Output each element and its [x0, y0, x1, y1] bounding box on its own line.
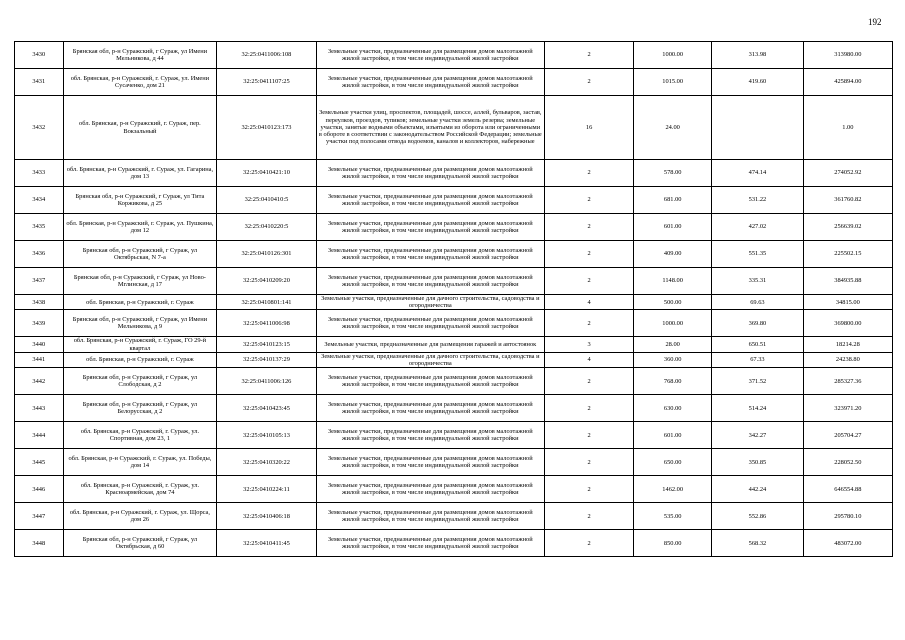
address-cell: обл. Брянская, р-н Суражский, г. Сураж — [63, 352, 217, 367]
cadastral-number-cell: 32:25:0410209:20 — [217, 268, 316, 295]
land-use-cell: Земельные участки, предназначенные для размещения домов малоэтажной жилой застройки, в том числе индивидуальной жилой застройки — [316, 503, 544, 530]
area-cell: 1000.00 — [634, 42, 712, 69]
table-row — [15, 449, 893, 476]
address-cell: Брянская обл, р-н Суражский, г Сураж, ул Слободская, д 2 — [63, 368, 217, 395]
specific-value-cell: 313.98 — [712, 42, 804, 69]
address-cell: Брянская обл, р-н Суражский, г Сураж, ул Тита Коржикова, д 25 — [63, 187, 217, 214]
use-group-cell: 4 — [544, 295, 633, 310]
area-cell: 650.00 — [634, 449, 712, 476]
specific-value-cell: 350.85 — [712, 449, 804, 476]
use-group-cell: 3 — [544, 337, 633, 352]
cadastral-value-table — [14, 41, 893, 557]
specific-value-cell: 427.02 — [712, 214, 804, 241]
row-number: 3443 — [15, 395, 64, 422]
area-cell: 500.00 — [634, 295, 712, 310]
cadastral-number-cell: 32:25:0410320:22 — [217, 449, 316, 476]
address-cell: обл. Брянская, р-н Суражский, г. Сураж, пер. Вокзальный — [63, 96, 217, 160]
address-cell: обл. Брянская, р-н Суражский, г. Сураж, ул. Победы, дом 14 — [63, 449, 217, 476]
land-use-cell: Земельные участки, предназначенные для размещения домов малоэтажной жилой застройки, в том числе индивидуальной жилой застройки — [316, 268, 544, 295]
land-use-cell: Земельные участки, предназначенные для размещения домов малоэтажной жилой застройки, в том числе индивидуальной жилой застройки — [316, 160, 544, 187]
address-cell: Брянская обл, р-н Суражский, г Сураж, ул Белорусская, д 2 — [63, 395, 217, 422]
table-row — [15, 310, 893, 337]
cadastral-number-cell: 32:25:0410423:45 — [217, 395, 316, 422]
use-group-cell: 2 — [544, 310, 633, 337]
land-use-cell: Земельные участки, предназначенные для размещения домов малоэтажной жилой застройки, в том числе индивидуальной жилой застройки — [316, 187, 544, 214]
cadastral-number-cell: 32:25:0411107:25 — [217, 69, 316, 96]
land-use-cell: Земельные участки, предназначенные для размещения домов малоэтажной жилой застройки, в том числе индивидуальной жилой застройки — [316, 422, 544, 449]
area-cell: 630.00 — [634, 395, 712, 422]
cadastral-number-cell: 32:25:0410421:10 — [217, 160, 316, 187]
table-row — [15, 337, 893, 352]
land-use-cell: Земельные участки, предназначенные для размещения домов малоэтажной жилой застройки, в том числе индивидуальной жилой застройки — [316, 476, 544, 503]
area-cell: 681.00 — [634, 187, 712, 214]
area-cell: 578.00 — [634, 160, 712, 187]
row-number: 3448 — [15, 530, 64, 557]
cadastral-number-cell: 32:25:0411006:126 — [217, 368, 316, 395]
area-cell: 850.00 — [634, 530, 712, 557]
cadastral-value-cell: 228052.50 — [803, 449, 892, 476]
table-row — [15, 476, 893, 503]
row-number: 3431 — [15, 69, 64, 96]
row-number: 3446 — [15, 476, 64, 503]
address-cell: Брянская обл, р-н Суражский, г Сураж, ул Октябрьская, д 60 — [63, 530, 217, 557]
land-use-cell: Земельные участки, предназначенные для размещения домов малоэтажной жилой застройки, в том числе индивидуальной жилой застройки — [316, 69, 544, 96]
cadastral-number-cell: 32:25:0410126:301 — [217, 241, 316, 268]
use-group-cell: 4 — [544, 352, 633, 367]
use-group-cell: 2 — [544, 476, 633, 503]
cadastral-value-cell: 323971.20 — [803, 395, 892, 422]
address-cell: обл. Брянская, р-н Суражский, г. Сураж, ул. Щорса, дом 26 — [63, 503, 217, 530]
area-cell: 1462.00 — [634, 476, 712, 503]
use-group-cell: 2 — [544, 42, 633, 69]
specific-value-cell: 650.51 — [712, 337, 804, 352]
specific-value-cell: 371.52 — [712, 368, 804, 395]
page-number: 192 — [868, 17, 882, 27]
area-cell: 601.00 — [634, 214, 712, 241]
land-use-cell: Земельные участки, предназначенные для размещения домов малоэтажной жилой застройки, в том числе индивидуальной жилой застройки — [316, 214, 544, 241]
use-group-cell: 16 — [544, 96, 633, 160]
cadastral-number-cell: 32:25:0410137:29 — [217, 352, 316, 367]
cadastral-value-cell: 313980.00 — [803, 42, 892, 69]
specific-value-cell: 69.63 — [712, 295, 804, 310]
table-row — [15, 241, 893, 268]
land-use-cell: Земельные участки, предназначенные для размещения домов малоэтажной жилой застройки, в том числе индивидуальной жилой застройки — [316, 42, 544, 69]
use-group-cell: 2 — [544, 268, 633, 295]
cadastral-number-cell: 32:25:0410411:45 — [217, 530, 316, 557]
specific-value-cell: 442.24 — [712, 476, 804, 503]
cadastral-number-cell: 32:25:0410410:5 — [217, 187, 316, 214]
use-group-cell: 2 — [544, 69, 633, 96]
land-use-cell: Земельные участки, предназначенные для размещения домов малоэтажной жилой застройки, в том числе индивидуальной жилой застройки — [316, 310, 544, 337]
area-cell: 535.00 — [634, 503, 712, 530]
cadastral-value-cell: 225502.15 — [803, 241, 892, 268]
row-number: 3441 — [15, 352, 64, 367]
address-cell: обл. Брянская, р-н Суражский, г. Сураж, ул. Красноармейская, дом 74 — [63, 476, 217, 503]
use-group-cell: 2 — [544, 422, 633, 449]
area-cell: 601.00 — [634, 422, 712, 449]
row-number: 3436 — [15, 241, 64, 268]
table-row — [15, 268, 893, 295]
use-group-cell: 2 — [544, 160, 633, 187]
land-use-cell: Земельные участки, предназначенные для дачного строительства, садоводства и огородничества — [316, 352, 544, 367]
cadastral-value-cell: 295780.10 — [803, 503, 892, 530]
area-cell: 409.00 — [634, 241, 712, 268]
specific-value-cell — [712, 96, 804, 160]
cadastral-value-cell: 256639.02 — [803, 214, 892, 241]
land-use-cell: Земельные участки, предназначенные для размещения домов малоэтажной жилой застройки, в том числе индивидуальной жилой застройки — [316, 368, 544, 395]
row-number: 3442 — [15, 368, 64, 395]
cadastral-value-cell: 285327.36 — [803, 368, 892, 395]
specific-value-cell: 551.35 — [712, 241, 804, 268]
row-number: 3437 — [15, 268, 64, 295]
cadastral-value-cell: 483072.00 — [803, 530, 892, 557]
land-use-cell: Земельные участки, предназначенные для размещения домов малоэтажной жилой застройки, в том числе индивидуальной жилой застройки — [316, 241, 544, 268]
area-cell: 1148.00 — [634, 268, 712, 295]
row-number: 3444 — [15, 422, 64, 449]
row-number: 3435 — [15, 214, 64, 241]
table-row — [15, 187, 893, 214]
specific-value-cell: 67.33 — [712, 352, 804, 367]
specific-value-cell: 335.31 — [712, 268, 804, 295]
table-row — [15, 160, 893, 187]
cadastral-value-cell: 384935.88 — [803, 268, 892, 295]
specific-value-cell: 342.27 — [712, 422, 804, 449]
address-cell: Брянская обл, р-н Суражский, г Сураж, ул Ново-Мглинская, д 17 — [63, 268, 217, 295]
land-use-cell: Земельные участки, предназначенные для размещения домов малоэтажной жилой застройки, в том числе индивидуальной жилой застройки — [316, 530, 544, 557]
row-number: 3434 — [15, 187, 64, 214]
table-row — [15, 96, 893, 160]
cadastral-value-cell: 274052.92 — [803, 160, 892, 187]
cadastral-number-cell: 32:25:0410801:141 — [217, 295, 316, 310]
cadastral-number-cell: 32:25:0410220:5 — [217, 214, 316, 241]
use-group-cell: 2 — [544, 503, 633, 530]
specific-value-cell: 369.80 — [712, 310, 804, 337]
land-use-cell: Земельные участки, предназначенные для дачного строительства, садоводства и огородничества — [316, 295, 544, 310]
table-row — [15, 69, 893, 96]
area-cell: 360.00 — [634, 352, 712, 367]
area-cell: 24.00 — [634, 96, 712, 160]
area-cell: 1015.00 — [634, 69, 712, 96]
table-row — [15, 295, 893, 310]
cadastral-value-cell: 425894.00 — [803, 69, 892, 96]
cadastral-number-cell: 32:25:0410123:15 — [217, 337, 316, 352]
table-row — [15, 530, 893, 557]
use-group-cell: 2 — [544, 530, 633, 557]
address-cell: обл. Брянская, р-н Суражский, г. Сураж, ул. Гагарина, дом 13 — [63, 160, 217, 187]
address-cell: обл. Брянская, р-н Суражский, г. Сураж — [63, 295, 217, 310]
use-group-cell: 2 — [544, 241, 633, 268]
table-row — [15, 214, 893, 241]
table-row — [15, 395, 893, 422]
table-row — [15, 42, 893, 69]
table-row — [15, 422, 893, 449]
cadastral-value-cell: 646554.88 — [803, 476, 892, 503]
row-number: 3433 — [15, 160, 64, 187]
row-number: 3445 — [15, 449, 64, 476]
land-use-cell: Земельные участки улиц, проспектов, площадей, шоссе, аллей, бульваров, застав, переулков, проездов, тупиков; земельные участки земель резерва; земельные участки, занятые водными объектами, изъятыми из оборота или ограниченными в обороте в соответствии с законодательством Российской Федерации; земельные участки под полосами отвода водоемов, каналов и коллекторов, набережные — [316, 96, 544, 160]
specific-value-cell: 552.86 — [712, 503, 804, 530]
row-number: 3438 — [15, 295, 64, 310]
row-number: 3447 — [15, 503, 64, 530]
land-use-cell: Земельные участки, предназначенные для размещения гаражей и автостоянок — [316, 337, 544, 352]
address-cell: Брянская обл, р-н Суражский, г Сураж, ул Октябрьская, N 7-а — [63, 241, 217, 268]
area-cell: 1000.00 — [634, 310, 712, 337]
cadastral-number-cell: 32:25:0410123:173 — [217, 96, 316, 160]
cadastral-value-cell: 369800.00 — [803, 310, 892, 337]
use-group-cell: 2 — [544, 368, 633, 395]
cadastral-value-cell: 18214.28 — [803, 337, 892, 352]
land-use-cell: Земельные участки, предназначенные для размещения домов малоэтажной жилой застройки, в том числе индивидуальной жилой застройки — [316, 449, 544, 476]
use-group-cell: 2 — [544, 395, 633, 422]
area-cell: 768.00 — [634, 368, 712, 395]
specific-value-cell: 531.22 — [712, 187, 804, 214]
cadastral-number-cell: 32:25:0410105:13 — [217, 422, 316, 449]
address-cell: обл. Брянская, р-н Суражский, г. Сураж, ул. Пушкина, дом 12 — [63, 214, 217, 241]
address-cell: Брянская обл, р-н Суражский, г Сураж, ул Имени Мельникова, д 44 — [63, 42, 217, 69]
row-number: 3432 — [15, 96, 64, 160]
table-row — [15, 352, 893, 367]
cadastral-value-cell: 205704.27 — [803, 422, 892, 449]
address-cell: обл. Брянская, р-н Суражский, г. Сураж, ГО 29-й квартал — [63, 337, 217, 352]
land-use-cell: Земельные участки, предназначенные для размещения домов малоэтажной жилой застройки, в том числе индивидуальной жилой застройки — [316, 395, 544, 422]
cadastral-value-cell: 24238.80 — [803, 352, 892, 367]
specific-value-cell: 514.24 — [712, 395, 804, 422]
specific-value-cell: 568.32 — [712, 530, 804, 557]
address-cell: обл. Брянская, р-н Суражский, г. Сураж, ул. Имени Сусаченко, дом 21 — [63, 69, 217, 96]
cadastral-value-cell: 361760.82 — [803, 187, 892, 214]
address-cell: обл. Брянская, р-н Суражский, г. Сураж, ул. Спортивная, дом 23, 1 — [63, 422, 217, 449]
use-group-cell: 2 — [544, 187, 633, 214]
cadastral-number-cell: 32:25:0410406:18 — [217, 503, 316, 530]
table-row — [15, 503, 893, 530]
cadastral-number-cell: 32:25:0410224:11 — [217, 476, 316, 503]
table-row — [15, 368, 893, 395]
row-number: 3440 — [15, 337, 64, 352]
cadastral-value-cell: 1.00 — [803, 96, 892, 160]
use-group-cell: 2 — [544, 449, 633, 476]
specific-value-cell: 474.14 — [712, 160, 804, 187]
cadastral-number-cell: 32:25:0411006:98 — [217, 310, 316, 337]
cadastral-value-cell: 34815.00 — [803, 295, 892, 310]
row-number: 3439 — [15, 310, 64, 337]
row-number: 3430 — [15, 42, 64, 69]
cadastral-number-cell: 32:25:0411006:108 — [217, 42, 316, 69]
use-group-cell: 2 — [544, 214, 633, 241]
address-cell: Брянская обл, р-н Суражский, г Сураж, ул Имени Мельникова, д 9 — [63, 310, 217, 337]
area-cell: 28.00 — [634, 337, 712, 352]
specific-value-cell: 419.60 — [712, 69, 804, 96]
